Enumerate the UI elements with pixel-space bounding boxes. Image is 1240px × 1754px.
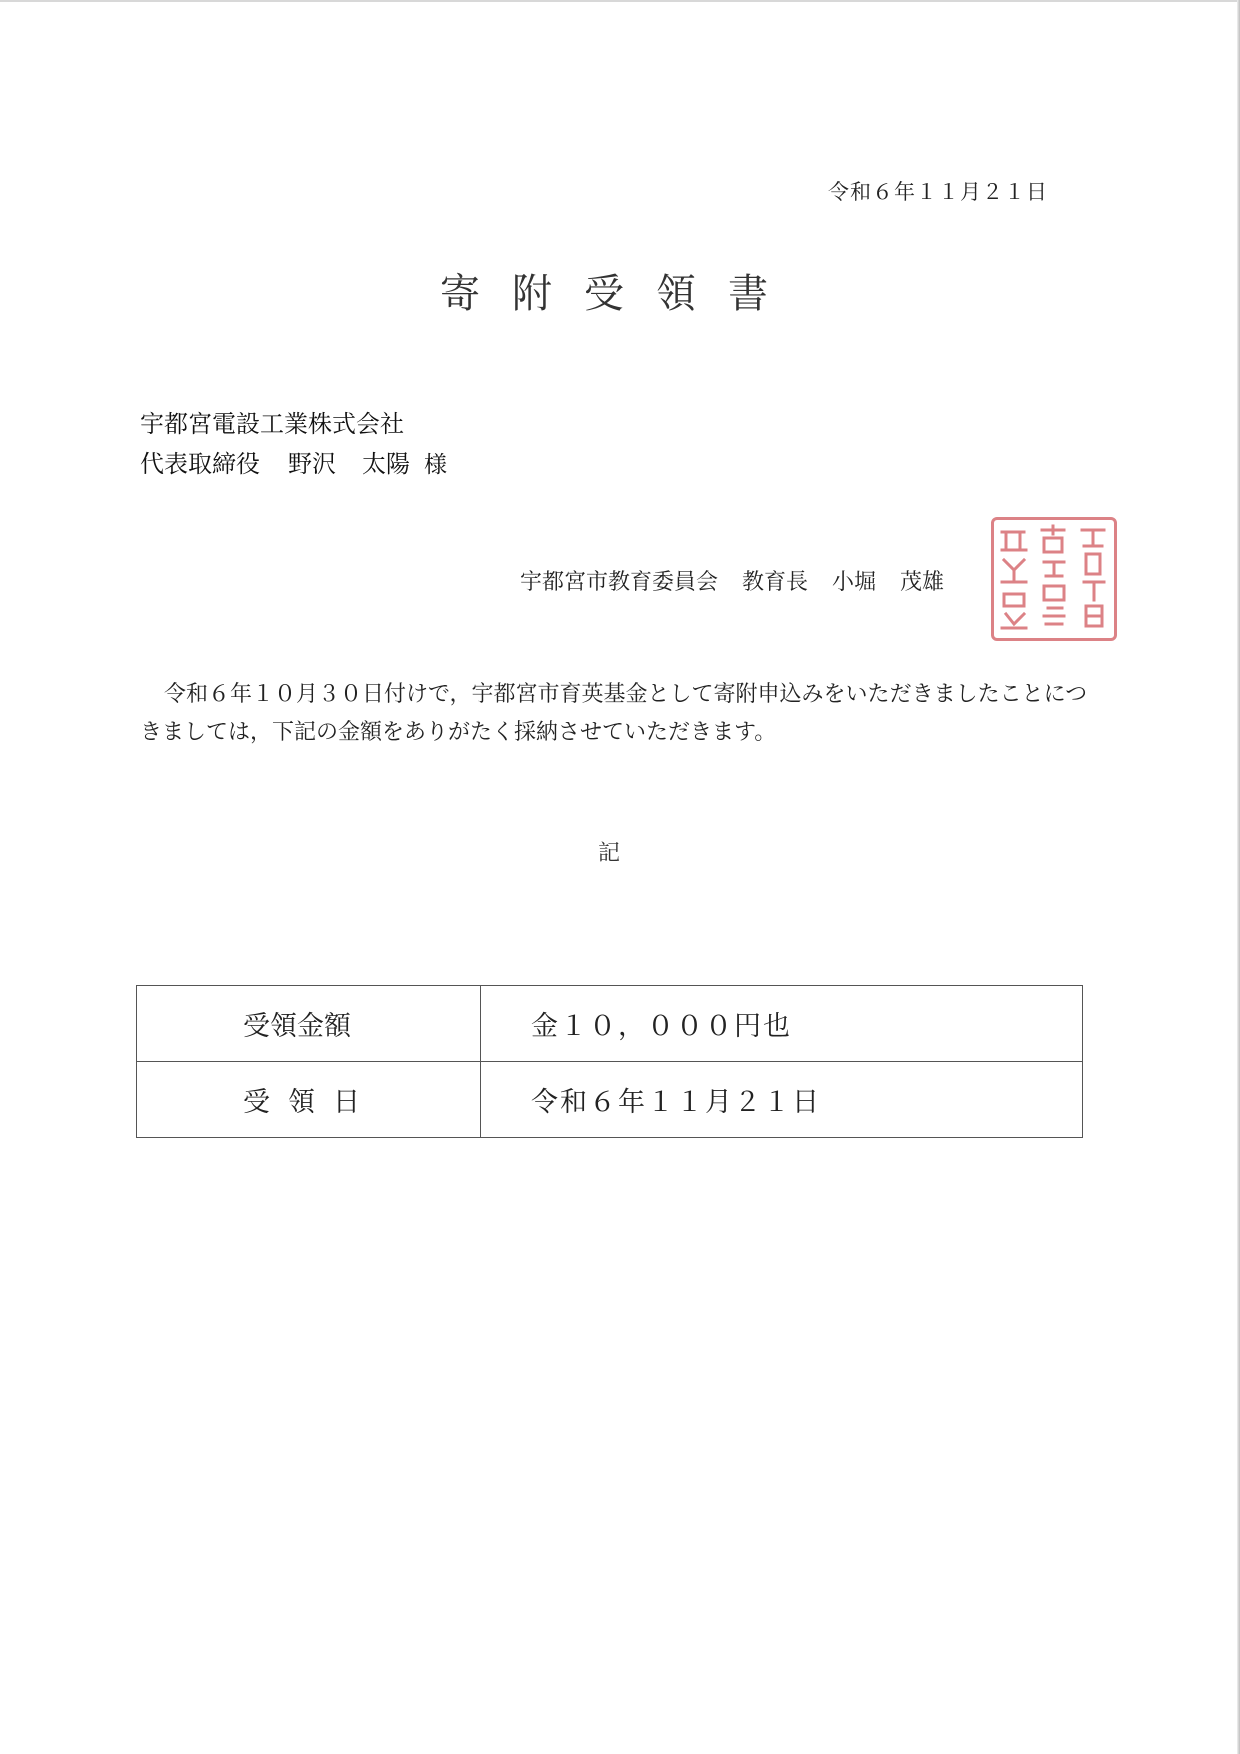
issuer-organization: 宇都宮市教育委員会 [520, 570, 719, 595]
recipient-honorific: 様 [424, 452, 447, 478]
table-row [137, 1062, 1083, 1138]
ki-heading: 記 [598, 841, 621, 866]
recipient-title: 代表取締役 [140, 450, 260, 478]
amount-label: 受領金額 [137, 986, 481, 1062]
issuer-given-name: 茂雄 [900, 570, 945, 595]
issue-date: 令和６年１１月２１日 [828, 180, 1048, 204]
table-row [137, 986, 1083, 1062]
amount-value: 金１０，０００円也 [481, 986, 1083, 1062]
body-paragraph: 令和６年１０月３０日付けで，宇都宮市育英基金として寄附申込みをいただきましたことにつきましては，下記の金額をありがたく採納させていただきます。 [140, 682, 1088, 745]
issuer-block [520, 565, 944, 596]
receipt-table-wrapper [136, 985, 1083, 1138]
receipt-table [136, 985, 1083, 1138]
recipient-given-name: 太陽 [362, 450, 410, 478]
issuer-position: 教育長 [742, 570, 809, 595]
document-title: 寄附受領書 [440, 271, 800, 317]
receipt-date-value: 令和６年１１月２１日 [481, 1062, 1083, 1138]
receipt-date-label: 受領日 [137, 1062, 481, 1138]
recipient-block [140, 404, 447, 485]
recipient-family-name: 野沢 [288, 450, 336, 478]
scan-edge-top [0, 0, 1240, 2]
issuer-family-name: 小堀 [832, 570, 877, 595]
recipient-representative [140, 444, 447, 485]
official-seal-icon [991, 517, 1117, 641]
recipient-company: 宇都宮電設工業株式会社 [140, 410, 404, 438]
